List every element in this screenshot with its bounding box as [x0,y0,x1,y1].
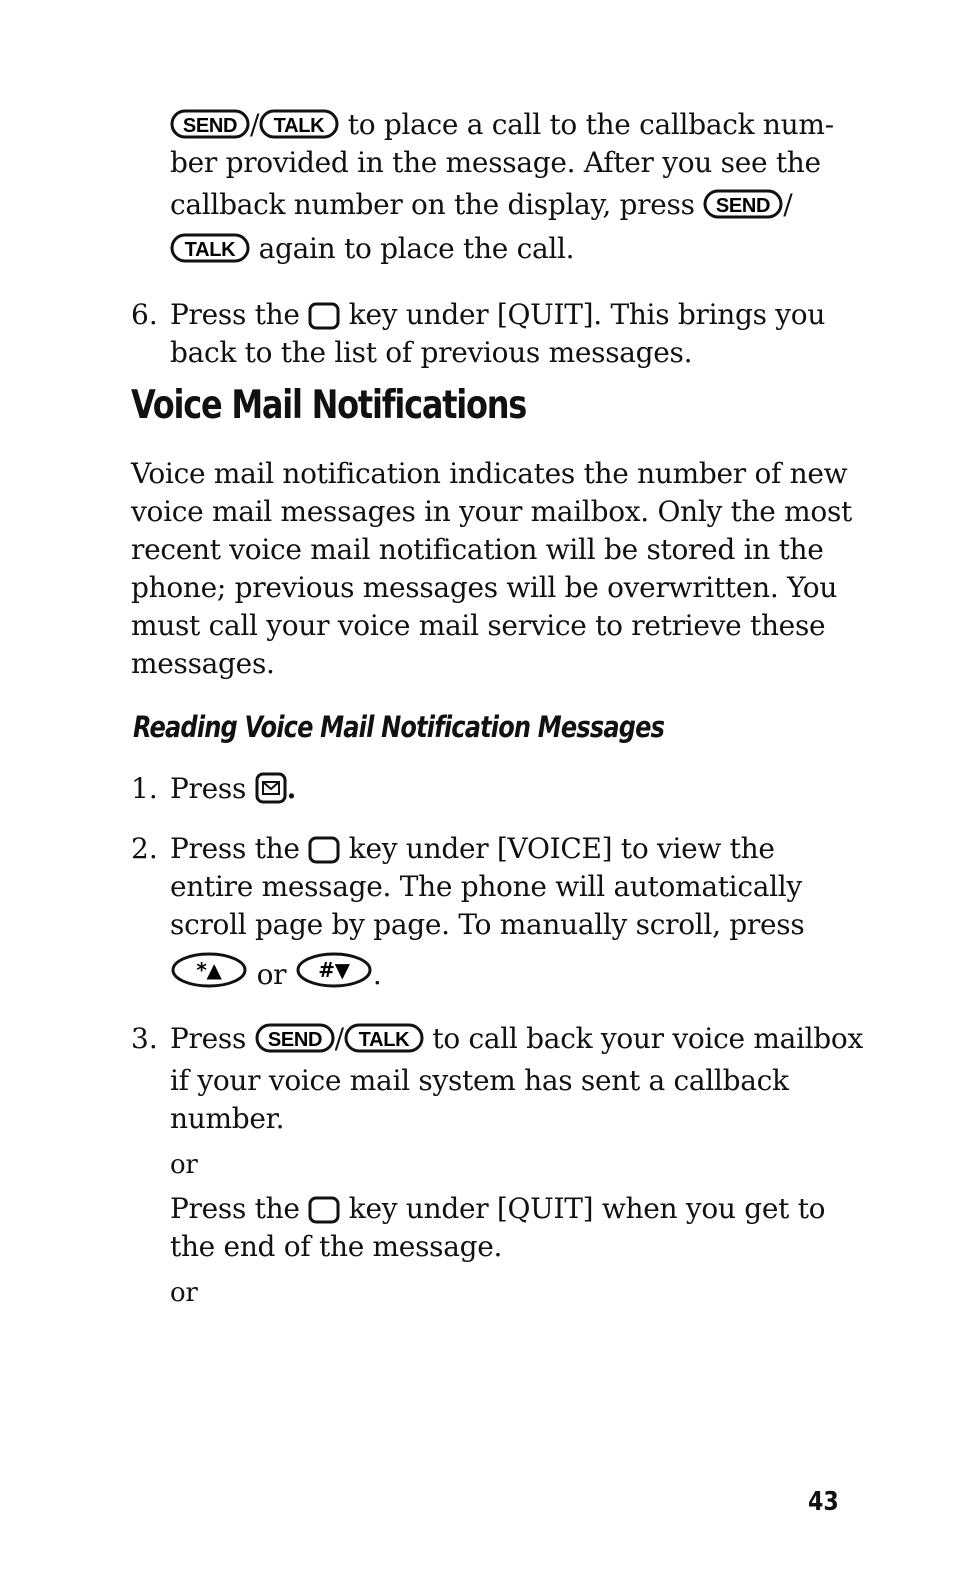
svg-text:TALK: TALK [273,115,325,137]
soft-key-icon [308,1196,340,1224]
callback-line-2: ber provided in the message. After you see the [170,146,821,179]
svg-text:TALK: TALK [358,1029,410,1051]
intro-paragraph: Voice mail notification indicates the number of new voice mail messages in your mailbox. Only the most recent voice mail notification will be stored in the phone; previous messages will be overwritten. You must call your voice mail service to retrieve these messages. [131,457,853,680]
step-2-text: Press the key under [VOICE] to view the entire message. The phone will automatically scroll page by page. To manually scroll, press *▲ or #▼ . [170,832,805,991]
send-key-icon [170,108,250,140]
talk-key-icon [344,1022,424,1054]
send-key-icon [703,188,783,220]
slash: / [250,108,260,141]
callback-line-1: SEND / TALK to place a call to the callback num- [170,106,834,144]
talk-key-icon [259,108,339,140]
svg-text:*▲: *▲ [196,958,222,982]
step-1-number: 1. [131,772,158,805]
svg-text:#▼: #▼ [318,958,350,982]
or-separator: or [170,1150,198,1180]
step-3-number: 3. [131,1022,158,1055]
pound-key-icon [295,950,373,990]
step-2-number: 2. [131,832,158,865]
callback-line-4: TALK again to place the call. [170,230,834,268]
callback-paragraph [170,106,834,268]
envelope-key-icon [255,772,287,804]
soft-key-icon [308,302,340,330]
or-separator: or [170,1278,198,1308]
page-number: 43 [808,1487,839,1517]
step-6-text: Press the key under [QUIT]. This brings you back to the list of previous messages. [170,298,826,369]
send-key-icon [255,1022,335,1054]
svg-text:TALK: TALK [184,239,236,261]
svg-text:SEND: SEND [182,115,238,137]
step-1-text: Press . [170,772,297,805]
star-key-icon [170,950,248,990]
svg-text:SEND: SEND [716,195,771,217]
section-title: Voice Mail Notifications [131,383,527,428]
step-3-text: Press SEND / TALK to call back your voice mailbox if your voice mail system has sent a callback number. or Press the key under [QUIT] when you get to the end of the message. or [170,1020,863,1312]
step-6-number: 6. [131,298,158,331]
subsection-title: Reading Voice Mail Notification Messages [133,710,665,744]
callback-line-3: callback number on the display, press SEND / [170,188,793,221]
svg-text:SEND: SEND [267,1029,322,1051]
talk-key-icon [170,232,250,264]
soft-key-icon [308,836,340,864]
